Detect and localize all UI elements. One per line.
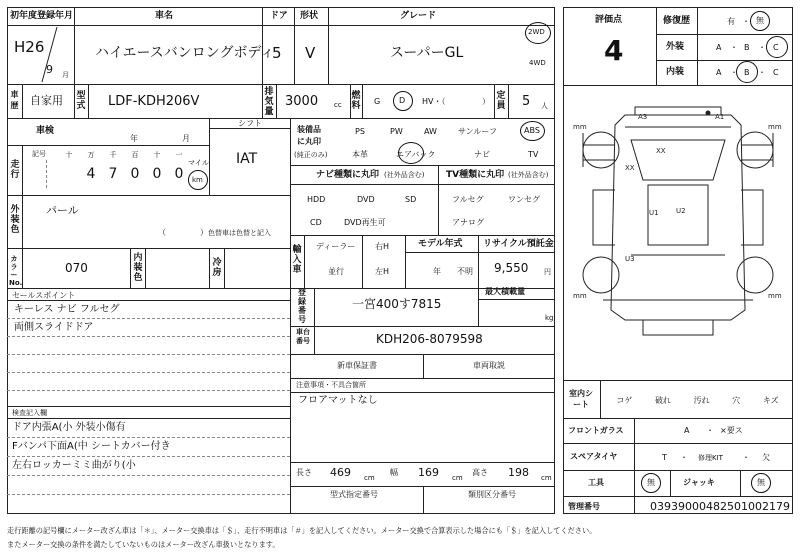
- equip-pw: PW: [390, 127, 403, 136]
- car-damage-diagram: [563, 85, 793, 380]
- seat-options: [605, 395, 790, 406]
- rating-label: 評価点: [595, 15, 623, 25]
- digit-header: 十: [65, 151, 73, 159]
- exterior-b: B: [744, 43, 750, 52]
- sales-points-label: セールスポイント: [12, 291, 76, 300]
- warranty-label: 新車保証書: [337, 361, 377, 370]
- seat-option: 穴: [732, 396, 741, 405]
- capacity-label: 定員: [496, 91, 506, 111]
- navi-dvd: DVD: [357, 195, 375, 204]
- door-label: ドア: [270, 11, 288, 21]
- equip-abs: ABS: [524, 126, 540, 135]
- spare-missing: 欠: [762, 453, 770, 462]
- ac-label: 冷房: [212, 258, 222, 278]
- diagram-mark: U1: [649, 209, 659, 217]
- interior-dot2: ・: [758, 68, 766, 77]
- equip-aw: AW: [424, 127, 437, 136]
- fuel-hv: HV・（: [422, 97, 446, 106]
- tools-value: 無: [647, 478, 655, 487]
- first-reg-label: 初年度登録年月: [10, 11, 74, 21]
- glass-label: フロントガラス: [568, 426, 624, 435]
- tv-fullseg: フルセグ: [452, 195, 484, 204]
- height-unit: cm: [541, 474, 552, 482]
- repair-no: 無: [756, 16, 764, 25]
- exterior-color-value: パール: [46, 204, 79, 217]
- max-load-unit: kg: [545, 314, 554, 322]
- recycle-unit: 円: [544, 268, 551, 276]
- interior-b: B: [744, 68, 750, 77]
- import-left: 左H: [375, 267, 390, 276]
- diagram-mm: mm: [573, 292, 587, 300]
- model-year-unit: 年: [433, 267, 441, 276]
- displacement-value: 3000: [285, 94, 319, 109]
- length-unit: cm: [364, 474, 375, 482]
- spare-dot1: ・: [680, 453, 688, 462]
- use-label: 車歴: [10, 90, 19, 110]
- diagram-mark: XX: [625, 164, 635, 172]
- mileage-digit: 4: [86, 166, 96, 182]
- width-unit: cm: [452, 474, 463, 482]
- navi-label: ナビ種類に丸印: [316, 170, 380, 180]
- model-value: LDF-KDH206V: [108, 94, 200, 109]
- interior-a: A: [716, 68, 722, 77]
- height-value: 198: [508, 466, 529, 479]
- shape-label: 形状: [300, 11, 319, 21]
- tv-oneseg: ワンセグ: [508, 195, 540, 204]
- digit-header: 千: [109, 151, 117, 159]
- first-reg-month: 9: [46, 63, 53, 76]
- navi-hdd: HDD: [307, 195, 326, 204]
- mileage-digit: 0: [130, 166, 140, 182]
- diagram-mm: mm: [768, 123, 782, 131]
- capacity-value: 5: [522, 94, 531, 109]
- notes-label: 注意事項・不具合箇所: [296, 381, 366, 389]
- fuel-label: 燃料: [351, 91, 361, 111]
- equip-leather: 本革: [352, 150, 368, 159]
- recycle-value: 9,550: [494, 261, 529, 275]
- fuel-d: D: [399, 96, 406, 105]
- seat-label: 室内シート: [569, 389, 593, 409]
- navi-sd: SD: [405, 195, 417, 204]
- navi-dvd-play: DVD再生可: [344, 218, 386, 227]
- inspection-note-line: 左右ロッカーミミ曲がり(小: [12, 460, 136, 471]
- spare-dot2: ・: [742, 453, 750, 462]
- mgmt-label: 管理番号: [568, 502, 600, 511]
- plate-value: 一宮400す7815: [352, 297, 442, 311]
- seat-option: コゲ: [616, 396, 633, 405]
- seat-option: 汚れ: [693, 396, 710, 405]
- interior-label: 内装: [666, 67, 685, 77]
- equip-navi: ナビ: [474, 150, 490, 159]
- spare-t: T: [662, 453, 667, 462]
- seat-option: キズ: [762, 396, 779, 405]
- import-label: 輸入車: [292, 245, 302, 275]
- equip-ps: PS: [355, 127, 365, 136]
- inspection-notes-label: 検査記入欄: [12, 409, 47, 417]
- chassis-value: KDH206-8079598: [376, 332, 483, 346]
- navi-cd: CD: [310, 218, 322, 227]
- mgmt-value: 03939000482501002179: [650, 500, 790, 513]
- max-load-label: 最大積載量: [485, 287, 525, 296]
- seat-option: 破れ: [654, 396, 671, 405]
- tools-label: 工具: [588, 478, 604, 487]
- equipment-label: 装備品に丸印: [297, 125, 321, 146]
- mileage-label: 走行: [10, 160, 20, 180]
- equip-tv: TV: [528, 150, 539, 159]
- width-value: 169: [418, 466, 439, 479]
- import-dealer: ディーラー: [316, 242, 356, 251]
- model-year-label: モデル年式: [418, 239, 463, 249]
- color-no-value: 070: [65, 261, 88, 275]
- import-parallel: 並行: [328, 267, 344, 276]
- sales-point-line: キーレス ナビ フルセグ: [14, 304, 120, 315]
- capacity-unit: 人: [541, 102, 548, 110]
- glass-a: A: [684, 426, 690, 435]
- mileage-digit-headers: [58, 150, 190, 160]
- jack-value: 無: [757, 478, 765, 487]
- plate-label: 登録番号: [298, 288, 306, 324]
- exterior-color-paren-close: ）: [200, 228, 208, 237]
- drive-2wd: 2WD: [528, 28, 545, 36]
- digit-header: 万: [87, 151, 95, 159]
- import-right: 右H: [375, 242, 390, 251]
- repair-yes: 有: [727, 17, 735, 26]
- diagram-mark: XX: [656, 147, 666, 155]
- car-name: ハイエースバンロングボディ: [95, 45, 275, 61]
- fuel-close: ）: [482, 97, 490, 106]
- shift-label: シフト: [238, 119, 262, 128]
- equip-sunroof: サンルーフ: [458, 127, 497, 136]
- exterior-dot1: ・: [730, 43, 738, 52]
- rating-value: 4: [604, 34, 624, 67]
- car-name-label: 車名: [155, 11, 174, 21]
- exterior-a: A: [716, 43, 722, 52]
- manual-label: 車両取説: [473, 361, 505, 370]
- mileage-symbol-label: 記号: [32, 150, 46, 158]
- diagram-mark: A1: [715, 113, 725, 121]
- footer-line2: またメーター交換の条件を満たしていないものはメーター改ざん車扱いとなります。: [7, 540, 280, 549]
- tv-analog: アナログ: [452, 218, 484, 227]
- diagram-mark: U3: [625, 255, 635, 263]
- fuel-g: G: [374, 97, 381, 106]
- inspection-month-unit: 月: [182, 134, 190, 143]
- inspection-year-unit: 年: [130, 134, 138, 143]
- chassis-label: 車台番号: [296, 328, 310, 345]
- exterior-label: 外装: [666, 42, 685, 52]
- category-label: 類別区分番号: [468, 490, 516, 499]
- inspection-label: 車検: [36, 126, 55, 136]
- digit-header: 十: [153, 151, 161, 159]
- mileage-digits: [58, 166, 190, 184]
- diagram-mm: mm: [573, 123, 587, 131]
- spare-label: スペアタイヤ: [570, 452, 618, 461]
- exterior-dot2: ・: [758, 43, 766, 52]
- drive-4wd: 4WD: [529, 59, 546, 67]
- navi-sublabel: (社外品含む): [384, 171, 425, 179]
- body-shape: V: [305, 44, 316, 62]
- shift-value: IAT: [236, 151, 258, 167]
- diagram-mark: U2: [676, 207, 686, 215]
- exterior-color-note: 色替車は色替と記入: [208, 229, 271, 237]
- mileage-digit: [58, 166, 80, 184]
- jack-label: ジャッキ: [683, 478, 715, 487]
- width-label: 幅: [390, 468, 398, 477]
- mileage-digit: 0: [174, 166, 184, 182]
- grade-label: グレード: [400, 11, 437, 21]
- digit-header: 百: [131, 151, 139, 159]
- spare-kit: 修理KIT: [698, 454, 723, 462]
- interior-c: C: [773, 68, 779, 77]
- inspection-note-line: ドア内張A(小 外装小傷有: [12, 422, 126, 433]
- displacement-label: 排気量: [264, 87, 274, 117]
- mileage-digit: 0: [152, 166, 162, 182]
- notes-value: フロアマットなし: [298, 395, 378, 406]
- exterior-color-label: 外装色: [10, 205, 20, 235]
- digit-header: 一: [175, 151, 183, 159]
- interior-color-label: 内装色: [133, 253, 143, 283]
- use-value: 自家用: [30, 94, 63, 107]
- first-reg-month-unit: 月: [62, 71, 69, 79]
- type-approval-label: 型式指定番号: [330, 490, 378, 499]
- inspection-note-line: Fバンパ下面A(中 シートカバー付き: [12, 441, 171, 452]
- footer-line1: 走行距離の記号欄にメーター改ざん車は「＊」、メーター交換車は「＄」、走行不明車は「＃」を記入してください。メーター交換で合算表示した場合にも「＄」を記入してください。: [7, 526, 597, 535]
- equipment-sublabel: (純正のみ): [294, 151, 328, 159]
- glass-dot: ・: [706, 426, 714, 435]
- tv-sublabel: (社外品含む): [508, 171, 549, 179]
- height-label: 高さ: [472, 468, 488, 477]
- tv-label: TV種類に丸印: [446, 170, 505, 180]
- recycle-label: リサイクル預託金: [483, 239, 554, 249]
- interior-dot1: ・: [730, 68, 738, 77]
- km-label: km: [192, 176, 203, 184]
- equip-airbag: エアバック: [396, 150, 436, 159]
- grade-value: スーパーGL: [390, 45, 464, 61]
- color-no-label: カラーNo.: [9, 255, 23, 287]
- mile-label: マイル: [188, 159, 209, 167]
- repair-dot: ・: [742, 17, 750, 26]
- exterior-color-paren: （: [158, 228, 166, 237]
- glass-replace: ×要ス: [720, 426, 743, 435]
- length-value: 469: [330, 466, 351, 479]
- model-year-value: 不明: [457, 267, 473, 276]
- model-label: 型式: [76, 91, 86, 111]
- length-label: 長さ: [296, 468, 312, 477]
- sales-point-line: 両側スライドドア: [14, 322, 94, 333]
- mileage-digit: 7: [108, 166, 118, 182]
- repair-label: 修復歴: [663, 16, 691, 26]
- exterior-c: C: [773, 43, 779, 52]
- displacement-unit: cc: [334, 101, 342, 109]
- door-count: 5: [272, 44, 282, 62]
- diagram-mark: A3: [638, 113, 648, 121]
- diagram-mm: mm: [768, 292, 782, 300]
- first-reg-era: H26: [14, 38, 45, 56]
